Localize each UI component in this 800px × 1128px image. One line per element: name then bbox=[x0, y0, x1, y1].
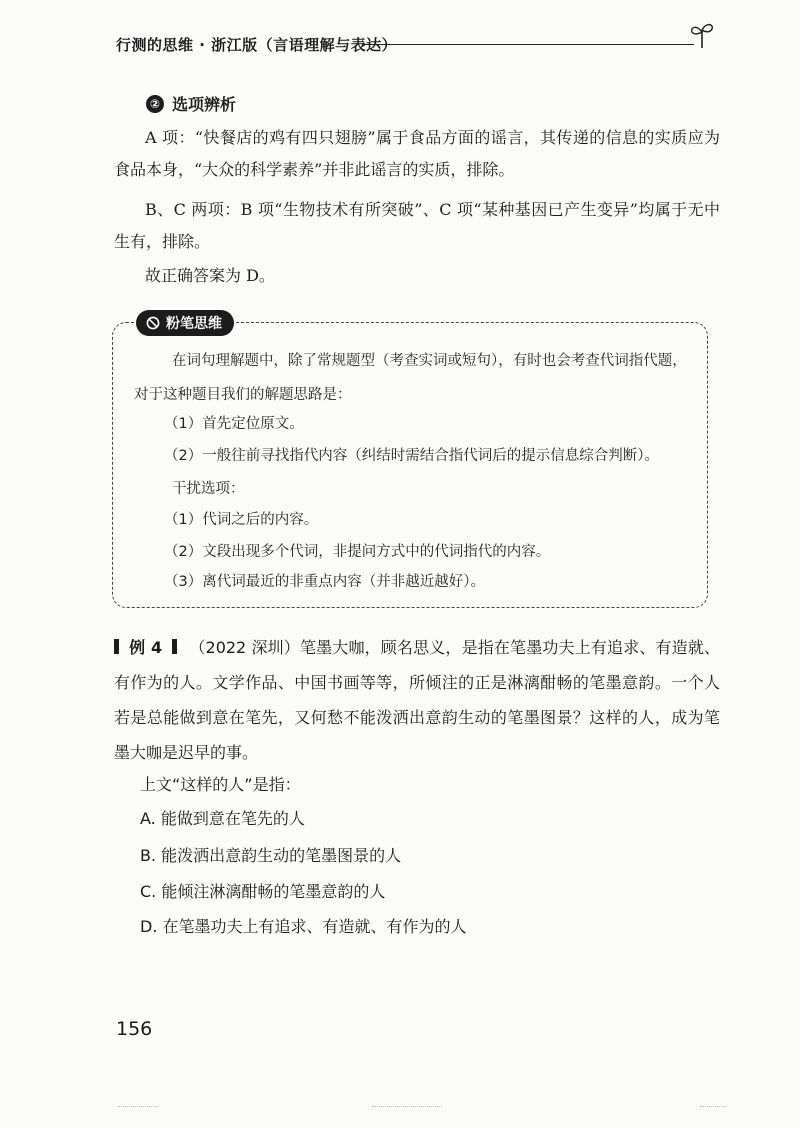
example-label: 例 4 bbox=[129, 638, 163, 657]
tip-line: （1）首先定位原文。 bbox=[164, 416, 304, 432]
question-stem: 上文“这样的人”是指： bbox=[140, 775, 301, 794]
tip-line: （2）一般往前寻找指代内容（纠结时需结合指代词后的提示信息综合判断）。 bbox=[164, 448, 659, 464]
analysis-option-bc: B、C 两项：B 项“生物技术有所突破”、C 项“某种基因已产生变异”均属于无中生有，排除。 bbox=[114, 200, 720, 251]
label-bar bbox=[172, 639, 177, 654]
book-title: 行测的思维 · 浙江版（言语理解与表达） bbox=[116, 36, 398, 54]
section-heading bbox=[146, 92, 236, 115]
running-header bbox=[116, 30, 716, 56]
tip-line: （2）文段出现多个代词，非提问方式中的代词指代的内容。 bbox=[164, 544, 551, 560]
sprout-icon bbox=[688, 20, 716, 54]
tip-tag bbox=[136, 310, 234, 336]
tip-line: 对于这种题目我们的解题思路是： bbox=[134, 387, 352, 403]
page-number: 156 bbox=[116, 1018, 153, 1040]
correct-answer: 故正确答案为 D。 bbox=[145, 266, 275, 285]
step-number-badge: ② bbox=[146, 95, 164, 113]
tip-line: （3）离代词最近的非重点内容（并非越近越好）。 bbox=[164, 574, 485, 590]
scan-artifact bbox=[372, 1106, 442, 1113]
tip-line: 在词句理解题中，除了常规题型（考查实词或短句），有时也会考查代词指代题， bbox=[172, 353, 687, 369]
header-rule bbox=[362, 44, 694, 45]
tip-line: 干扰选项： bbox=[172, 481, 245, 497]
label-bar bbox=[114, 639, 119, 654]
answer-option-c: C. 能倾注淋漓酣畅的笔墨意韵的人 bbox=[140, 882, 386, 901]
scan-artifact bbox=[700, 1106, 726, 1113]
scan-artifact bbox=[118, 1106, 158, 1113]
answer-option-a: A. 能做到意在笔先的人 bbox=[140, 809, 305, 828]
tip-line: （1）代词之后的内容。 bbox=[164, 512, 319, 528]
answer-option-d: D. 在笔墨功夫上有追求、有造就、有作为的人 bbox=[140, 917, 467, 936]
example-source: （2022 深圳） bbox=[189, 638, 300, 657]
example-passage bbox=[114, 630, 720, 770]
answer-option-b: B. 能泼洒出意韵生动的笔墨图景的人 bbox=[140, 846, 402, 865]
tip-tag-label: 粉笔思维 bbox=[166, 316, 222, 332]
no-sign-icon bbox=[146, 316, 160, 330]
section-title: 选项辨析 bbox=[172, 95, 237, 114]
analysis-option-a: A 项：“快餐店的鸡有四只翅膀”属于食品方面的谣言，其传递的信息的实质应为食品本身，“大众的科学素养”并非此谣言的实质，排除。 bbox=[114, 128, 720, 179]
example-text: 笔墨大咖，顾名思义，是指在笔墨功夫上有追求、有造就、有作为的人。文学作品、中国书画等等，所倾注的正是淋漓酣畅的笔墨意韵。一个人若是总能做到意在笔先，又何愁不能泼洒出意韵生动的笔墨图景？这样的人，成为笔墨大咖是迟早的事。 bbox=[114, 638, 720, 762]
